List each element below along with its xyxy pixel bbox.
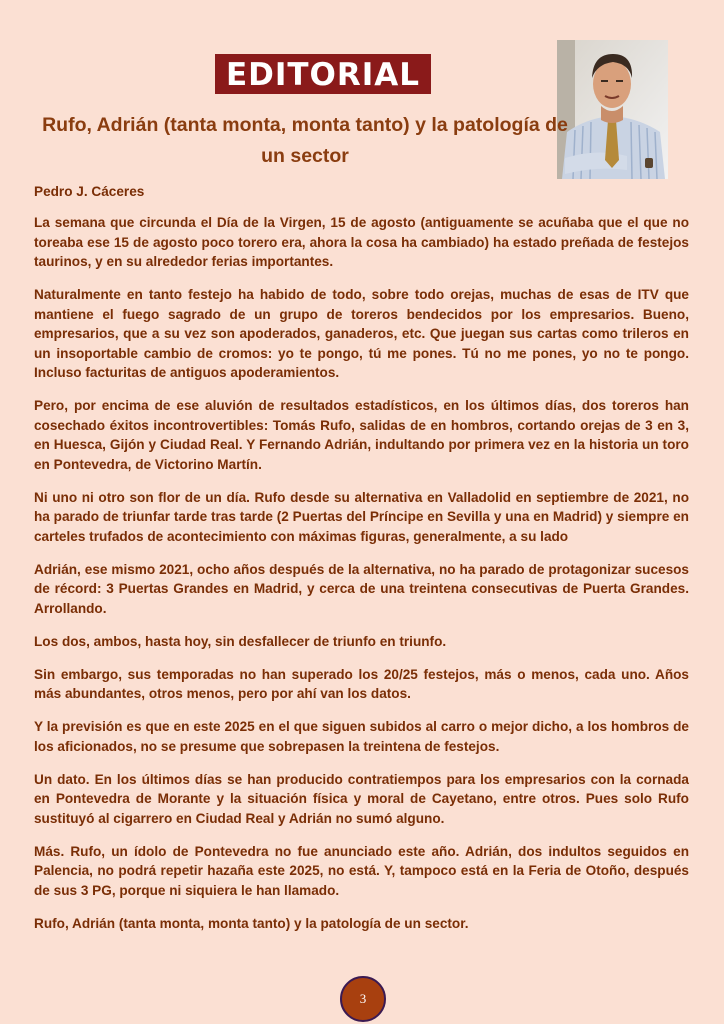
paragraph: Rufo, Adrián (tanta monta, monta tanto) y la patología de un sector. [34,915,469,931]
paragraph: Ni uno ni otro son flor de un día. Rufo desde su alternativa en Valladolid en septiembre de 2021, no ha parado de triunfar tarde tras tarde (2 Puertas del Príncipe en Sevilla y una en Madrid) y siempre en carteles trufados de acontecimiento con máximas figuras, generalmente, a su lado [34,489,689,544]
paragraph: Sin embargo, sus temporadas no han superado los 20/25 festejos, más o menos, cada uno. Años más abundantes, otros menos, pero por ahí van los datos. [34,666,689,701]
article-body [34,213,689,947]
paragraph: Un dato. En los últimos días se han producido contratiempos para los empresarios con la cornada en Pontevedra de Morante y la situación física y moral de Cayetano, entre otros. Pues solo Rufo sustituyó al cigarrero en Ciudad Real y Adrián no sumó alguno. [34,771,689,826]
author-photo [557,40,668,179]
page-number: 3 [340,976,386,1022]
paragraph: Naturalmente en tanto festejo ha habido de todo, sobre todo orejas, muchas de esas de ITV que mantiene el fuego sagrado de un grupo de toreros bendecidos por los empresarios. Bueno, empresarios, que a su vez son apoderados, ganaderos, etc. Que juegan sus cartas como trileros en un insoportable cambio de cromos: yo te pongo, tú me pones. Tú no me pones, yo no te pongo. Incluso facturitas de antiguos apoderamientos. [34,287,689,380]
section-banner: EDITORIAL [215,54,431,94]
paragraph: Más. Rufo, un ídolo de Pontevedra no fue anunciado este año. Adrián, dos indultos seguidos en Palencia, no podrá repetir hazaña este 2025, no está. Y, tampoco está en la Feria de Otoño, después de sus 3 PG, porque ni siquiera le han llamado. [34,843,689,898]
author-byline: Pedro J. Cáceres [34,184,145,199]
paragraph: La semana que circunda el Día de la Virgen, 15 de agosto (antiguamente se acuñaba que el que no toreaba ese 15 de agosto poco torero era, ahora la cosa ha cambiado) ha estado preñada de festejos taurinos, y en su alrededor ferias importantes. [34,215,689,269]
paragraph: Los dos, ambos, hasta hoy, sin desfallecer de triunfo en triunfo. [34,633,447,649]
author-portrait-image [557,40,668,179]
paragraph: Pero, por encima de ese aluvión de resultados estadísticos, en los últimos días, dos toreros han cosechado éxitos incontrovertibles: Tomás Rufo, salidas de en hombros, cortando orejas de 3 en 3, en Huesca, Gijón y Ciudad Real. Y Fernando Adrián, indultando por primera vez en la historia un toro en Pontevedra, de Victorino Martín. [34,398,689,472]
paragraph: Y la previsión es que en este 2025 en el que siguen subidos al carro o mejor dicho, a los hombros de los aficionados, no se presume que sobrepasen la treintena de festejos. [34,719,689,754]
article-headline: Rufo, Adrián (tanta monta, monta tanto) y la patología de un sector [42,114,568,167]
paragraph: Adrián, ese mismo 2021, ocho años después de la alternativa, no ha parado de protagonizar sucesos de récord: 3 Puertas Grandes en Madrid, y cerca de una treintena consecutivas de Puerta Grandes. Arrollando. [34,561,689,616]
